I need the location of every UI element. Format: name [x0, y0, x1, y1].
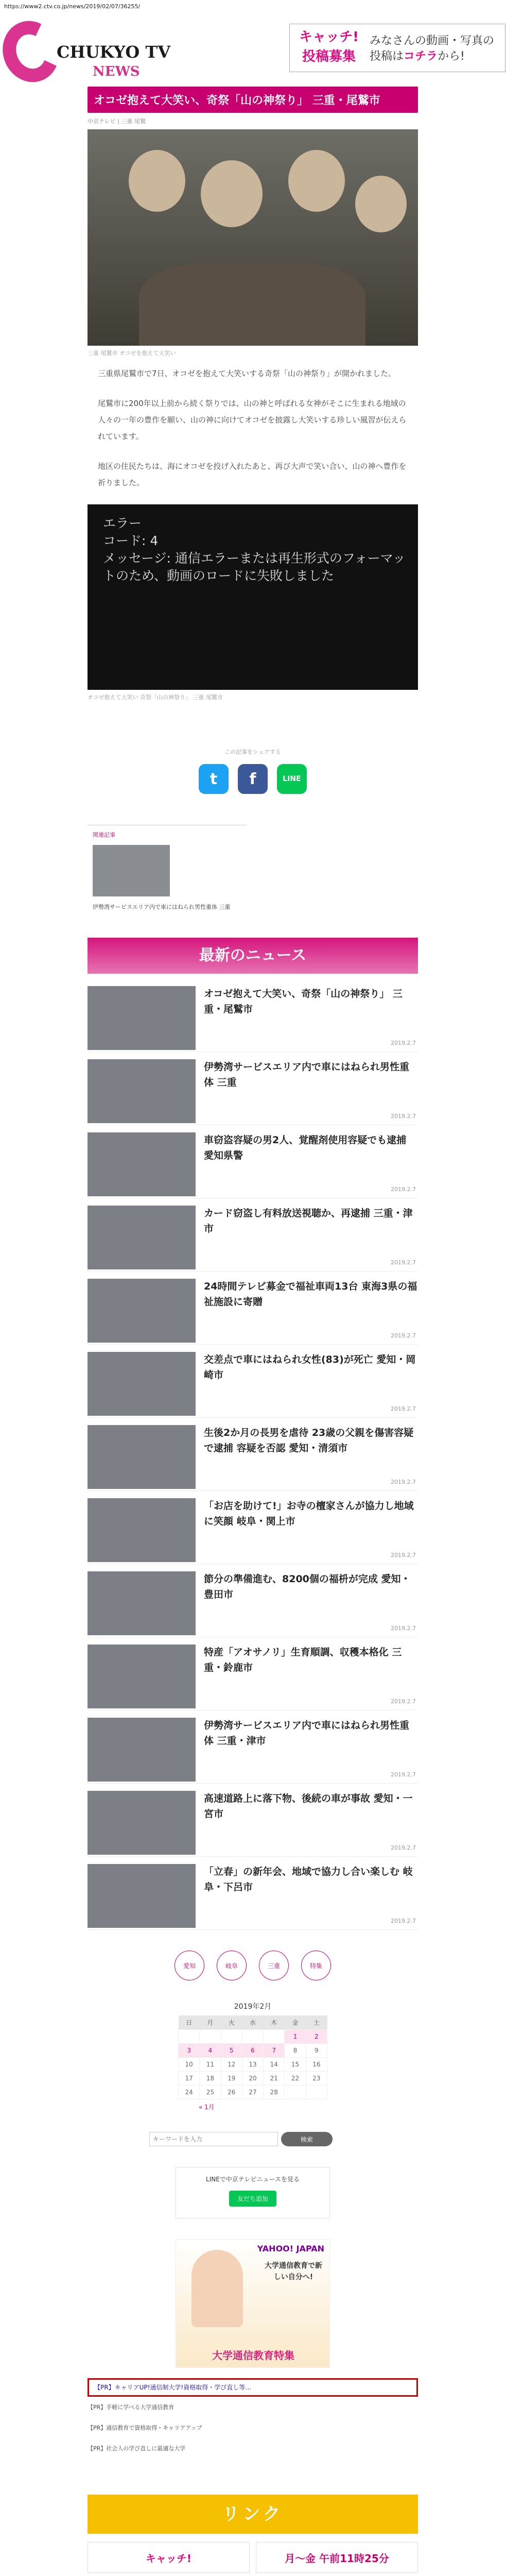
sponsored-links	[88, 2403, 418, 2453]
news-date: 2019.2.7	[391, 1698, 416, 1705]
yahoo-ad[interactable]	[176, 2239, 330, 2368]
calendar-day[interactable]: 24	[179, 2086, 200, 2099]
article-body	[88, 365, 418, 491]
calendar-day[interactable]: 23	[306, 2072, 327, 2086]
ad-brand: YAHOO! JAPAN	[257, 2244, 324, 2253]
banner-left-label: キャッチ! 投稿募集	[299, 29, 359, 64]
video-error-message: エラー コード: 4 メッセージ: 通信エラーまたは再生形式のフォーマットのため、動画のロードに失敗しました	[103, 516, 406, 583]
calendar-day[interactable]: 26	[221, 2086, 242, 2099]
latest-news-heading: 最新のニュース	[88, 938, 418, 974]
news-thumbnail[interactable]	[88, 1498, 196, 1562]
news-item[interactable]	[88, 1125, 418, 1198]
category-button[interactable]: 岐阜	[217, 1951, 247, 1980]
brand-sub: NEWS	[93, 64, 140, 79]
news-thumbnail[interactable]	[88, 1279, 196, 1343]
news-thumbnail[interactable]	[88, 1352, 196, 1416]
calendar-day[interactable]: 11	[200, 2058, 221, 2072]
ad-copy: 大学通信教育で新しい自分へ!	[265, 2262, 322, 2281]
calendar-day	[221, 2030, 242, 2044]
calendar-day	[264, 2030, 285, 2044]
calendar-weekday: 日	[179, 2015, 200, 2030]
calendar-day[interactable]: 7	[264, 2044, 285, 2058]
latest-news-list	[88, 979, 418, 1930]
news-date: 2019.2.7	[391, 1113, 416, 1120]
calendar-day[interactable]: 6	[242, 2044, 263, 2058]
category-button[interactable]: 愛知	[175, 1951, 204, 1980]
news-item[interactable]	[88, 1491, 418, 1564]
related-thumbnail[interactable]	[93, 845, 170, 896]
news-title[interactable]: 伊勢湾サービスエリア内で車にはねられ男性重体 三重・津市	[204, 1720, 410, 1747]
calendar-day[interactable]: 3	[179, 2044, 200, 2058]
ad-text-link[interactable]: 【PR】キャリアUP!通信制大学!資格取得・学び直し等…	[88, 2378, 418, 2397]
news-date: 2019.2.7	[391, 1332, 416, 1339]
article-photo	[88, 129, 418, 346]
calendar-day[interactable]: 10	[179, 2058, 200, 2072]
link-section-heading: リンク	[88, 2495, 418, 2534]
twitter-share-icon[interactable]: t	[199, 764, 229, 794]
submission-banner[interactable]	[289, 24, 505, 72]
calendar-day[interactable]: 5	[221, 2044, 242, 2058]
article-paragraph: 尾鷲市に200年以上前から続く祭りでは、山の神と呼ばれる女神がそこに生まれる地域の人々の一年の豊作を願い、山の神に向けてオコゼを披露し大笑いする珍しい風習が伝えられています。	[98, 399, 407, 441]
calendar-day[interactable]: 2	[306, 2030, 327, 2044]
news-title[interactable]: 24時間テレビ募金で福祉車両13台 東海3県の福祉施設に寄贈	[204, 1281, 417, 1308]
news-item[interactable]	[88, 1418, 418, 1491]
share-label: この記事をシェアする	[224, 749, 281, 755]
news-date: 2019.2.7	[391, 1405, 416, 1412]
calendar-prev-link[interactable]: « 1月	[199, 2104, 215, 2111]
calendar-weekday: 火	[221, 2015, 242, 2030]
calendar-day[interactable]: 15	[285, 2058, 306, 2072]
sponsored-link[interactable]: 【PR】手軽に学べる大学通信教育	[88, 2404, 175, 2411]
article-paragraph: 地区の住民たちは、海にオコゼを投げ入れたあと、再び大声で笑い合い、山の神へ豊作を祈りました。	[98, 462, 407, 487]
facebook-share-icon[interactable]: f	[238, 764, 268, 794]
news-title[interactable]: 生後2か月の長男を虐待 23歳の父親を傷害容疑で逮捕 容疑を否認 愛知・清須市	[204, 1427, 414, 1454]
site-header	[0, 18, 506, 84]
page-url: https://www2.ctv.co.jp/news/2019/02/07/36255/	[4, 3, 141, 10]
calendar-day	[179, 2030, 200, 2044]
news-date: 2019.2.7	[391, 1918, 416, 1924]
calendar-day	[306, 2086, 327, 2099]
news-date: 2019.2.7	[391, 1844, 416, 1851]
search-form	[88, 2132, 418, 2146]
calendar-day[interactable]: 19	[221, 2072, 242, 2086]
news-thumbnail[interactable]	[88, 1571, 196, 1635]
news-title[interactable]: 「立春」の新年会、地域で協力し合い楽しむ 岐阜・下呂市	[204, 1866, 413, 1893]
news-title[interactable]: 「お店を助けて!」お寺の檀家さんが協力し地域に笑顔 岐阜・関上市	[204, 1500, 414, 1527]
calendar-day[interactable]: 8	[285, 2044, 306, 2058]
related-article[interactable]	[88, 825, 247, 917]
line-add-friend-button[interactable]: 友だち追加	[229, 2191, 276, 2207]
news-thumbnail[interactable]	[88, 1718, 196, 1782]
category-button[interactable]: 三重	[259, 1951, 289, 1980]
calendar-day[interactable]: 9	[306, 2044, 327, 2058]
ad-title: 大学通信教育特集	[212, 2349, 294, 2362]
category-button[interactable]: 特集	[301, 1951, 331, 1980]
calendar-day[interactable]: 4	[200, 2044, 221, 2058]
calendar-day[interactable]: 13	[242, 2058, 263, 2072]
calendar-day[interactable]: 25	[200, 2086, 221, 2099]
search-input[interactable]	[149, 2132, 278, 2146]
article-paragraph: 三重県尾鷲市で7日、オコゼを抱えて大笑いする奇祭「山の神祭り」が開かれました。	[98, 369, 396, 378]
share-buttons	[88, 764, 418, 794]
line-follow-box	[176, 2167, 330, 2218]
brand-name[interactable]: CHUKYO TV	[57, 42, 171, 62]
news-thumbnail[interactable]	[88, 1791, 196, 1855]
calendar-weekday: 木	[264, 2015, 285, 2030]
link-banner-time[interactable]: 月～金 午前11時25分	[256, 2542, 418, 2573]
search-button[interactable]: 検索	[281, 2132, 333, 2146]
news-item[interactable]	[88, 1564, 418, 1637]
news-title[interactable]: 車窃盗容疑の男2人、覚醒剤使用容疑でも逮捕 愛知県警	[204, 1134, 407, 1161]
news-title[interactable]: 交差点で車にはねられ女性(83)が死亡 愛知・岡崎市	[204, 1354, 416, 1381]
calendar-day[interactable]: 12	[221, 2058, 242, 2072]
calendar-day	[285, 2086, 306, 2099]
news-date: 2019.2.7	[391, 1771, 416, 1778]
related-heading: 関連記事	[93, 832, 115, 838]
calendar-day[interactable]: 1	[285, 2030, 306, 2044]
calendar-weekday: 水	[242, 2015, 263, 2030]
article-meta: 中京テレビ | 三重 尾鷲	[88, 118, 146, 125]
category-buttons	[88, 1951, 418, 1980]
calendar-weekday: 月	[200, 2015, 221, 2030]
link-banners	[88, 2542, 418, 2576]
calendar-day[interactable]: 20	[242, 2072, 263, 2086]
calendar-title: 2019年2月	[234, 2003, 272, 2011]
article-title: オコゼ抱えて大笑い、奇祭「山の神祭り」 三重・尾鷲市	[88, 87, 418, 113]
news-title[interactable]: オコゼ抱えて大笑い、奇祭「山の神祭り」 三重・尾鷲市	[204, 988, 403, 1015]
main-column	[88, 87, 418, 2576]
sponsored-link[interactable]: 【PR】社会人の学び直しに最適な大学	[88, 2445, 186, 2452]
news-title[interactable]: 伊勢湾サービスエリア内で車にはねられ男性重体 三重	[204, 1061, 410, 1088]
calendar-day[interactable]: 21	[264, 2072, 285, 2086]
ad-person-image	[191, 2250, 243, 2327]
news-thumbnail[interactable]	[88, 1425, 196, 1489]
calendar-day[interactable]: 18	[200, 2072, 221, 2086]
line-follow-text: LINEで中京テレビニュースを見る	[206, 2176, 300, 2183]
sponsored-link[interactable]: 【PR】通信教育で資格取得・キャリアアップ	[88, 2425, 202, 2431]
news-item[interactable]	[88, 1345, 418, 1418]
news-item[interactable]	[88, 1637, 418, 1710]
news-title[interactable]: 特産「アオサノリ」生育順調、収穫本格化 三重・鈴鹿市	[204, 1647, 402, 1673]
news-date: 2019.2.7	[391, 1479, 416, 1485]
news-item[interactable]	[88, 1198, 418, 1272]
news-title[interactable]: カード窃盗し有料放送視聴か、再逮捕 三重・津市	[204, 1208, 413, 1234]
news-item[interactable]	[88, 1272, 418, 1345]
calendar-day[interactable]: 16	[306, 2058, 327, 2072]
news-item[interactable]	[88, 1710, 418, 1784]
news-thumbnail[interactable]	[88, 1645, 196, 1708]
video-caption: オコゼ抱えて大笑い 奇祭「山の神祭り」 三重 尾鷲市	[88, 694, 223, 701]
photo-caption: 三重 尾鷲市 オコゼを抱えて大笑い	[88, 350, 176, 357]
calendar-day	[200, 2030, 221, 2044]
line-share-icon[interactable]: LINE	[277, 764, 307, 794]
news-title[interactable]: 高速道路上に落下物、後続の車が事故 愛知・一宮市	[204, 1793, 413, 1820]
news-item[interactable]	[88, 1857, 418, 1930]
news-thumbnail[interactable]	[88, 1132, 196, 1196]
news-thumbnail[interactable]	[88, 1206, 196, 1269]
link-banner-catch[interactable]: キャッチ!	[88, 2542, 250, 2573]
news-thumbnail[interactable]	[88, 1059, 196, 1123]
news-date: 2019.2.7	[391, 1625, 416, 1632]
news-date: 2019.2.7	[391, 1259, 416, 1266]
calendar-day[interactable]: 28	[264, 2086, 285, 2099]
calendar	[178, 2001, 327, 2111]
news-date: 2019.2.7	[391, 1040, 416, 1046]
news-item[interactable]	[88, 979, 418, 1052]
calendar-day[interactable]: 14	[264, 2058, 285, 2072]
news-item[interactable]	[88, 1784, 418, 1857]
news-item[interactable]	[88, 1052, 418, 1125]
news-thumbnail[interactable]	[88, 986, 196, 1050]
calendar-weekday: 土	[306, 2015, 327, 2030]
video-player[interactable]	[88, 504, 418, 690]
calendar-day[interactable]: 17	[179, 2072, 200, 2086]
news-thumbnail[interactable]	[88, 1864, 196, 1928]
calendar-day	[242, 2030, 263, 2044]
calendar-day[interactable]: 27	[242, 2086, 263, 2099]
related-title[interactable]: 伊勢湾サービスエリア内で車にはねられ男性重体 三重	[93, 904, 231, 910]
news-title[interactable]: 節分の準備進む、8200個の福枡が完成 愛知・豊田市	[204, 1573, 411, 1600]
news-date: 2019.2.7	[391, 1186, 416, 1193]
calendar-weekday: 金	[285, 2015, 306, 2030]
calendar-day[interactable]: 22	[285, 2072, 306, 2086]
news-date: 2019.2.7	[391, 1552, 416, 1558]
banner-right-text: みなさんの動画・写真の 投稿はコチラから!	[370, 35, 495, 63]
